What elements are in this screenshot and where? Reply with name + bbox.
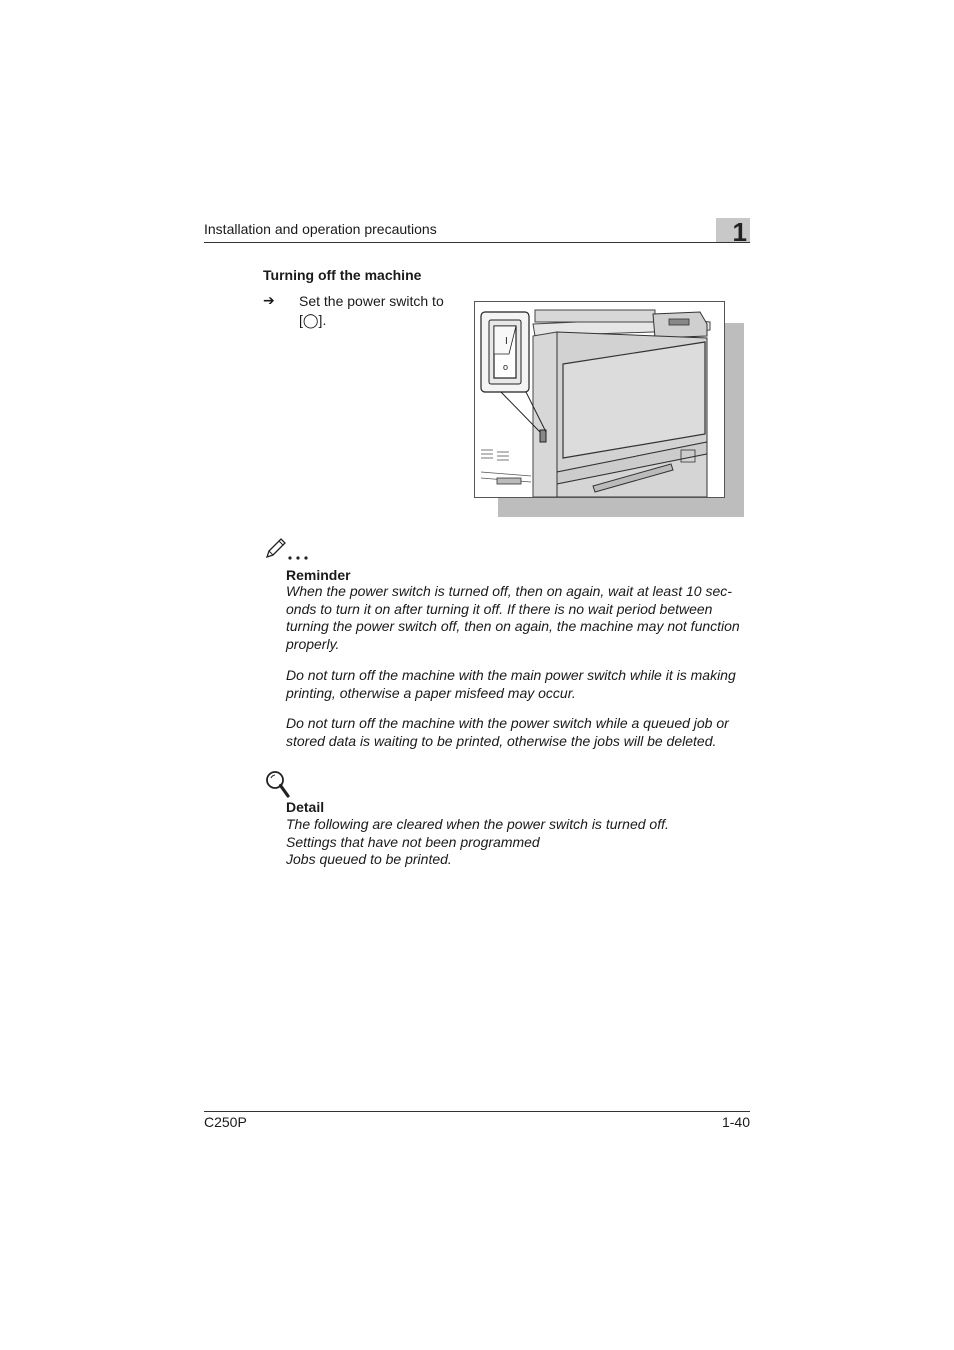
footer-model: C250P [204,1114,247,1130]
footer-rule [204,1111,750,1112]
power-switch-figure [474,301,744,517]
printer-illustration [475,302,724,497]
chapter-tab [716,217,750,247]
switch-on-symbol: I [505,336,508,347]
magnifier-icon [265,770,291,798]
pencil-note-icon [265,537,313,561]
step-arrow-icon: ➔ [263,292,275,308]
detail-line: Settings that have not been programmed [286,834,540,850]
running-header: Installation and operation precautions [204,221,437,237]
figure-frame [474,301,725,498]
detail-heading: Detail [286,799,325,815]
page-number: 1-40 [721,1114,750,1130]
detail-line: The following are cleared when the power switch is turned off. [286,816,669,832]
section-title: Turning off the machine [263,267,422,283]
reminder-heading: Reminder [286,567,351,583]
switch-off-symbol: o [503,362,509,372]
chapter-number: 1 [732,217,747,247]
detail-line: Jobs queued to be printed. [286,851,452,867]
reminder-paragraph: When the power switch is turned off, then on again, wait at least 10 sec-onds to turn it on after turning it off. If there is no wait period between turning the power switch off, then on again, the machine may not function properly. [286,583,740,652]
reminder-paragraph: Do not turn off the machine with the main power switch while it is making printing, otherwise a paper misfeed may occur. [286,667,736,701]
header-rule [204,242,750,243]
step-instruction: Set the power switch to [◯]. [299,293,444,328]
reminder-paragraph: Do not turn off the machine with the power switch while a queued job or stored data is waiting to be printed, otherwise the jobs will be deleted. [286,715,729,749]
